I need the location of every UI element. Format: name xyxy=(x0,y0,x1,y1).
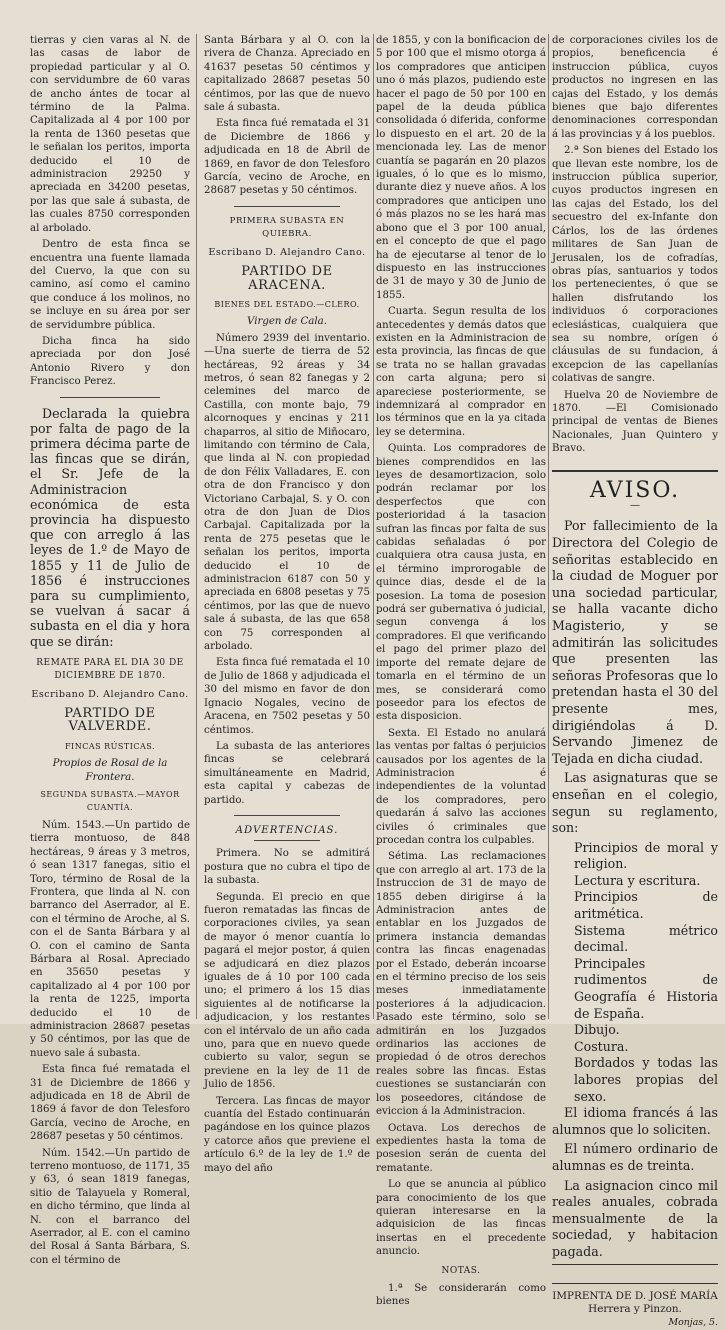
imprenta-footer xyxy=(552,1283,718,1330)
imprenta-address: Monjas, 5. xyxy=(668,1317,718,1329)
paragraph: Lo que se anuncia al público para conocimiento de los que quieran interesarse en la adquisicion de las fincas insertas en el precedente anuncio. xyxy=(376,1179,546,1258)
column-1 xyxy=(30,34,190,1270)
paragraph: 1.ª Se considerarán como bienes xyxy=(376,1282,546,1308)
paragraph: 2.ª Son bienes del Estado los que llevan este nombre, los de instruccion pública superior, cuyos productos ingresen en las cajas del Estado, los del secuestro del ex-Infante don Cárlos, los de las órdenes militares de San Juan de Jerusalen, los de cofradías, obras pías, santuarios y todos los pertenecientes, ó que se hallen disfrutando los individuos ó corporaciones eclesiásticas, cualquiera que sea su nombre, orígen ó cláusulas de su fundacion, á excepcion de las capellanías colativas de sangre. xyxy=(552,145,718,385)
paragraph: de 1855, y con la bonificacion de 5 por 100 que el mismo otorga á los compradores que anticipen uno ó más plazos, pudiendo este hacer el pago de 50 por 100 en papel de la deuda pública consolidada ó diferida, conforme lo dispuesto en el art. 20 de la mencionada ley. Las de menor cuantía se pagarán en 20 plazos iguales, ó lo que es lo mismo, durante diez y nueve años. A los compradores que anticipen uno ó más plazos no se les hará mas abono que el 3 por 100 anual, en el concepto de que el pago ha de ejecutarse al tenor de lo dispuesto en las instrucciones de 31 de mayo y 30 de Junio de 1855. xyxy=(376,35,546,301)
paragraph: Esta finca fué rematada el 10 de Julio de 1868 y adjudicada el 30 del mismo en favor de don Ignacio Nogales, vecino de Aracena, en 7502 pesetas y 50 céntimos. xyxy=(204,657,370,736)
column-3 xyxy=(376,34,546,1312)
aviso-dash: — xyxy=(629,500,641,511)
list-item: Costura. xyxy=(574,1038,629,1054)
column-divider xyxy=(373,34,374,1019)
partido-heading: PARTIDO DE ARACENA. xyxy=(241,264,333,293)
quiebra-heading: PRIMERA SUBASTA EN QUIEBRA. xyxy=(229,215,345,240)
paragraph: Santa Bárbara y al O. con la rivera de Chanza. Apreciado en 41637 pesetas 50 céntimos y capitalizado 28687 pesetas 50 céntimos, por las que de nuevo sale á subasta. xyxy=(204,35,370,114)
paragraph: Núm. 1543.—Un partido de tierra montuoso, de 848 hectáreas, 9 áreas y 3 metros, ó sean 1317 fanegas, sitio el Toro, término de Rosal de la Frontera, que linda al N. con barranco del Aserrador, al E. con el término de Aroche, al S. con el de Santa Bárbara y al O. con el camino de Santa Bárbara al Rosal. Apreciado en 35650 pesetas y capitalizado al 4 por 100 por la renta de 1225, importa deducido el 10 de administracion 28687 pesetas y 50 céntimos, por las que de nuevo sale á subasta. xyxy=(30,819,190,1059)
aviso-paragraph: La asignacion cinco mil reales anuales, cobrada mensualmente de la sociedad, y habitacion pagada. xyxy=(552,1177,718,1259)
subjects-list xyxy=(552,840,718,1106)
propios-heading: Propios de Rosal de la Frontera. xyxy=(52,758,168,783)
aviso-paragraph: El número ordinario de alumnas es de treinta. xyxy=(552,1141,718,1173)
paragraph: Dentro de esta finca se encuentra una fuente llamada del Cuervo, la que con su camino, así como el camino que conduce á los molinos, no se incluye en su área por ser de servidumbre pública. xyxy=(30,239,190,331)
paragraph: tierras y cien varas al N. de las casas de labor de propiedad particular y al O. con servidumbre de 60 varas de ancho ántes de tocar al término de la Palma. Capitalizada al 4 por 100 por la renta de 1360 pesetas que le señalan los peritos, importa deducido el 10 de administracion 29250 y apreciada en 34200 pesetas, por las que sale á subasta, de las cuales 8750 corresponden al arbolado. xyxy=(30,35,190,234)
aviso-paragraph: El idioma francés á las alumnos que lo soliciten. xyxy=(552,1105,718,1137)
notas-heading: NOTAS. xyxy=(441,1265,481,1276)
list-item: Principios de aritmética. xyxy=(574,889,718,922)
paragraph: Quinta. Los compradores de bienes comprendidos en las leyes de desamortizacion, solo podrán reclamar por los desperfectos que con posterioridad á la tasacion sufran las fincas por falta de sus cabidas señaladas ó por cualquiera otra causa justa, en el término improrogable de quince dias, desde el de la posesion. La toma de posesion podrá ser gubernativa ó judicial, segun convenga á los compradores. El que verificando el pago del primer plazo del importe del remate dejare de tomarla en el término de un mes, se considerará como poseedor para los efectos de esta disposicion. xyxy=(376,443,546,723)
partido-heading: PARTIDO DE VALVERDE. xyxy=(64,706,156,735)
aviso-paragraph: Las asignaturas que se enseñan en el colegio, segun su reglamento, son: xyxy=(552,770,718,836)
imprenta-name: IMPRENTA DE D. JOSÉ MARÍA Herrera y Pinzon. xyxy=(552,1289,718,1315)
list-item: Principios de moral y religion. xyxy=(574,839,718,872)
list-item: Principales rudimentos de Geografía é Historia de España. xyxy=(574,955,718,1021)
list-item: Lectura y escritura. xyxy=(574,872,701,888)
divider xyxy=(234,206,340,207)
bienes-heading: BIENES DEL ESTADO.—CLERO. xyxy=(214,299,360,309)
paragraph: Dicha finca ha sido apreciada por don José Antonio Rivero y don Francisco Perez. xyxy=(30,335,190,388)
paragraph: Cuarta. Segun resulta de los antecedentes y demás datos que existen en la Administracion de esta provincia, las fincas de que se trata no se hallan gravadas con carta alguna; pero si apareciese posteriormente, se indemnizará al comprador en los términos que en la ya citada ley se determina. xyxy=(376,306,546,438)
list-item: Sistema métrico decimal. xyxy=(574,922,718,955)
divider xyxy=(60,397,160,398)
column-divider xyxy=(548,34,549,1019)
paragraph: Primera. No se admitirá postura que no cubra el tipo de la subasta. xyxy=(204,848,370,887)
column-divider xyxy=(196,34,197,1019)
subasta-label: SEGUNDA SUBASTA.—MAYOR CUANTÍA. xyxy=(40,790,180,813)
advertencias-heading: ADVERTENCIAS. xyxy=(235,824,339,836)
paragraph: La subasta de las anteriores fincas se celebrará simultáneamente en Madrid, esta capital y cabezas de partido. xyxy=(204,740,370,806)
aviso-section xyxy=(552,470,718,1265)
divider xyxy=(234,815,340,816)
paragraph: Número 2939 del inventario. —Una suerte de tierra de 52 hectáreas, 92 áreas y 34 metros, ó sean 82 fanegas y 2 celemines del marco de Castilla, con monte bajo, 79 alcornoques y encinas y 211 chaparros, al sitio de Miñocaro, limitando con término de Cala, que linda al N. con propiedad de don Félix Valladares, E. con otra de don Francisco y don Victoriano Carbajal, S. y O. con otra de don Juan de Dios Carbajal. Capitalizada por la renta de 275 pesetas que le señalan los peritos, importa deducido el 10 de administracion 6187 con 50 y apreciada en 6808 pesetas y 75 céntimos, por las que de nuevo sale á subasta, de las que 658 con 75 corresponden al arbolado. xyxy=(204,332,370,653)
paragraph: Núm. 1542.—Un partido de terreno montuoso, de 1171, 35 y 63, ó sean 1819 fanegas, sitio de Talayuela y Romeral, en dicho término, que linda al N. con el barranco del Aserrador, al E. con el camino del Rosal á Santa Bárbara, S. con el término de xyxy=(30,1147,190,1266)
aviso-paragraph: Por fallecimiento de la Directora del Colegio de señoritas establecido en la ciudad de Moguer por una sociedad particular, se halla vacante dicho Magisterio, y se admitirán las solicitudes que presenten las señoras Profesoras que lo pretendan hasta el 30 del presente mes, dirigiéndolas á D. Servando Jimenez de Tejada en dicha ciudad. xyxy=(552,518,718,766)
paragraph: Esta finca fué rematada el 31 de Diciembre de 1866 y adjudicada en 18 de Abril de 1869, en favor de don Telesforo García, vecino de Aroche, en 28687 pesetas y 50 céntimos. xyxy=(204,118,370,197)
escribano: Escribano D. Alejandro Cano. xyxy=(31,688,189,700)
paragraph: Octava. Los derechos de expedientes hasta la toma de posesion serán de cuenta del rematante. xyxy=(376,1122,546,1174)
paragraph: Segunda. El precio en que fueron rematadas las fincas de corporaciones civiles, ya sean de mayor ó menor cuantía lo pagará el mejor postor, á quien se adjudicará en diez plazos iguales de á 10 por 100 cada uno; el primero á los 15 dias siguientes al de notificarse la adjudicacion, y los restantes con el intérvalo de un año cada uno, para que en nuevo quede cubierto su valor, segun se previene en la ley de 11 de Julio de 1856. xyxy=(204,891,370,1091)
remate-heading: REMATE PARA EL DIA 30 DE DICIEMBRE DE 1870. xyxy=(36,657,184,682)
lugar-heading: Virgen de Cala. xyxy=(247,316,327,328)
list-item: Dibujo. xyxy=(574,1022,620,1038)
paragraph: Esta finca fué rematada el 31 de Diciembre de 1866 y adjudicada en 18 de Abril de 1869 á favor de don Telesforo García, vecino de Aroche, en 28687 pesetas y 50 céntimos. xyxy=(30,1064,190,1143)
paragraph: Sétima. Las reclamaciones que con arreglo al art. 173 de la Instruccion de 31 de mayo de 1855 deben dirigirse á la Administracion antes de entablar en los Juzgados de primera instancia demandas contra las fincas enagenadas por el Estado, deberán incoarse en el término preciso de los seis meses inmediatamente posteriores á la adjudicacion. Pasado este término, solo se admitirán en los Juzgados ordinarios las acciones de propiedad ó de otros derechos reales sobre las fincas. Estas cuestiones se sustanciarán con los poseedores, citándose de eviccion á la Administracion. xyxy=(376,851,546,1118)
paragraph: de corporaciones civiles los de propios, beneficencia é instruccion pública, cuyos productos no ingresen en las cajas del Estado, y los demás bienes que bajo diferentes denominaciones correspondan á las provincias y á los pueblos. xyxy=(552,35,718,140)
list-item: Bordados y todas las labores propias del sexo. xyxy=(574,1055,718,1104)
paragraph: Huelva 20 de Noviembre de 1870. —El Comisionado principal de ventas de Bienes Nacionales, Juan Quintero y Bravo. xyxy=(552,389,718,455)
escribano: Escribano D. Alejandro Cano. xyxy=(208,246,366,258)
paragraph: Sexta. El Estado no anulará las ventas por faltas ó perjuicios causados por los agentes de la Administracion é independientes de la voluntad de los compradores, pero quedarán á salvo las acciones civiles ó criminales que procedan contra los culpables. xyxy=(376,727,546,846)
column-2 xyxy=(204,34,370,1178)
paragraph: Tercera. Las fincas de mayor cuantía del Estado continuarán pagándose en los quince plazos y catorce años que previene el artículo 6.º de la ley de 1.º de mayo del año xyxy=(204,1095,370,1174)
quiebra-notice: Declarada la quiebra por falta de pago de la primera décima parte de las fincas que se dirán, el Sr. Jefe de la Administracion económica de esta provincia ha dispuesto que con arreglo á las leyes de 1.º de Mayo de 1855 y 11 de Julio de 1856 é instrucciones para su cumplimiento, se vuelvan á sacar á subasta en el dia y hora que se dirán: xyxy=(30,405,190,649)
divider xyxy=(254,840,320,841)
column-4 xyxy=(552,34,718,1330)
aviso-title: AVISO. xyxy=(589,477,681,503)
fincas-heading: FINCAS RÚSTICAS. xyxy=(64,741,155,751)
